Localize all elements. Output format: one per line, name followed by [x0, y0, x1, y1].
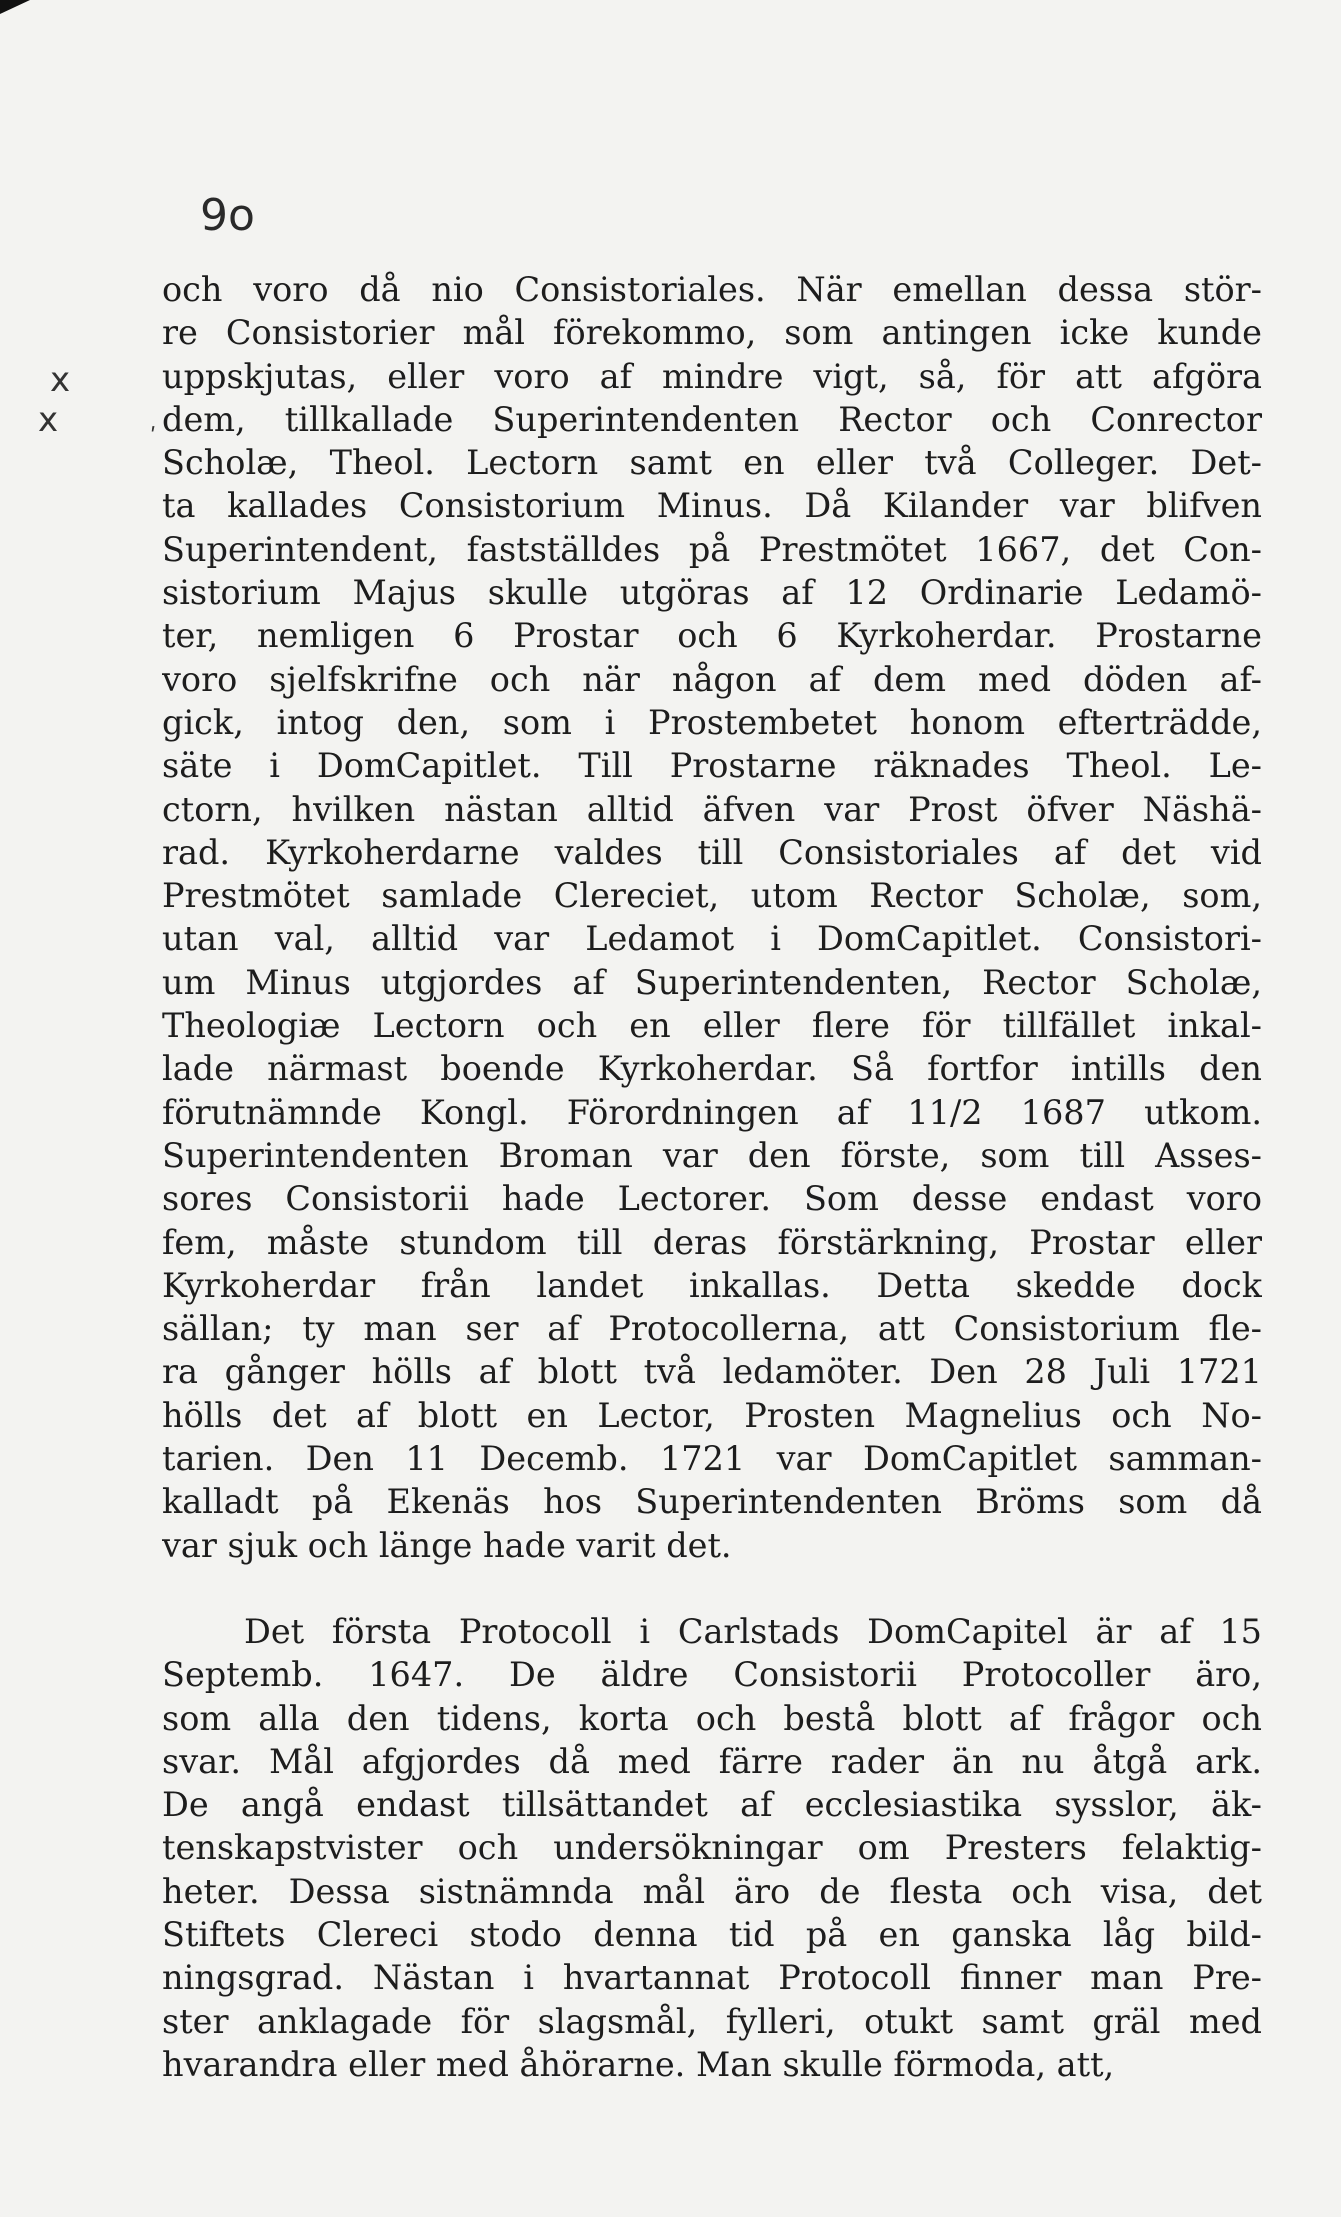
text-line: ster anklagade för slagsmål, fylleri, otukt samt gräl med [162, 2001, 1262, 2041]
text-line: var sjuk och länge hade varit det. [162, 1525, 732, 1565]
text-line: Scholæ, Theol. Lectorn samt en eller två Colleger. Det- [162, 443, 1262, 483]
text-line: De angå endast tillsättandet af ecclesiastika sysslor, äk- [162, 1785, 1262, 1825]
text-line: sällan; ty man ser af Protocollerna, att Consistorium fle- [162, 1309, 1262, 1349]
body-text [162, 268, 1262, 2086]
text-line: re Consistorier mål förekommo, som antingen icke kunde [162, 313, 1262, 353]
text-line: ctorn, hvilken nästan alltid äfven var Prost öfver Näshä- [162, 789, 1262, 829]
text-line: uppskjutas, eller voro af mindre vigt, så, för att afgöra [162, 356, 1262, 396]
margin-annotation-mark: ⅹ [38, 400, 59, 440]
text-line: Stiftets Clereci stodo denna tid på en ganska låg bild- [162, 1914, 1262, 1954]
margin-annotation-mark: ⅹ [50, 360, 71, 400]
text-line: hvarandra eller med åhörarne. Man skulle förmoda, att, [162, 2044, 1115, 2084]
text-line: tarien. Den 11 Decemb. 1721 var DomCapitlet samman- [162, 1439, 1262, 1479]
text-line: ter, nemligen 6 Prostar och 6 Kyrkoherdar. Prostarne [162, 616, 1262, 656]
text-line: Kyrkoherdar från landet inkallas. Detta skedde dock [162, 1265, 1262, 1305]
paragraph-gap [162, 1567, 1262, 1610]
text-line: heter. Dessa sistnämnda mål äro de flesta och visa, det [162, 1871, 1262, 1911]
text-line: sistorium Majus skulle utgöras af 12 Ordinarie Ledamö- [162, 573, 1262, 613]
text-line: Septemb. 1647. De äldre Consistorii Protocoller äro, [162, 1655, 1262, 1695]
text-line: Det första Protocoll i Carlstads DomCapitel är af 15 [244, 1611, 1262, 1651]
text-line: voro sjelfskrifne och när någon af dem med döden af- [162, 659, 1262, 699]
text-line: fem, måste stundom till deras förstärkning, Prostar eller [162, 1222, 1262, 1262]
text-line: ra gånger hölls af blott två ledamöter. Den 28 Juli 1721 [162, 1352, 1262, 1392]
text-line: dem, tillkallade Superintendenten Rector och Conrector [162, 399, 1262, 439]
text-line: lade närmast boende Kyrkoherdar. Så fortfor intills den [162, 1049, 1262, 1089]
text-line: um Minus utgjordes af Superintendenten, Rector Scholæ, [162, 962, 1262, 1002]
text-line: Superintendent, fastställdes på Prestmötet 1667, det Con- [162, 529, 1262, 569]
text-line: tenskapstvister och undersökningar om Presters felaktig- [162, 1828, 1262, 1868]
text-line: hölls det af blott en Lector, Prosten Magnelius och No- [162, 1395, 1262, 1435]
paragraph [162, 268, 1262, 1567]
page-number: 9o [200, 190, 255, 241]
text-line: utan val, alltid var Ledamot i DomCapitlet. Consistori- [162, 919, 1262, 959]
text-line: förutnämnde Kongl. Förordningen af 11/2 1687 utkom. [162, 1092, 1262, 1132]
text-line: gick, intog den, som i Prostembetet honom efterträdde, [162, 702, 1262, 742]
text-line: som alla den tidens, korta och bestå blott af frågor och [162, 1698, 1262, 1738]
text-line: Prestmötet samlade Clereciet, utom Rector Scholæ, som, [162, 876, 1262, 916]
text-line: och voro då nio Consistoriales. När emellan dessa stör- [162, 270, 1262, 309]
text-line: ningsgrad. Nästan i hvartannat Protocoll finner man Pre- [162, 1958, 1262, 1998]
text-line: Superintendenten Broman var den förste, som till Asses- [162, 1135, 1262, 1175]
text-line: sores Consistorii hade Lectorer. Som desse endast voro [162, 1179, 1262, 1219]
text-line: kalladt på Ekenäs hos Superintendenten Bröms som då [162, 1482, 1262, 1522]
text-line: ta kallades Consistorium Minus. Då Kilander var blifven [162, 486, 1262, 526]
paragraph [162, 1610, 1262, 2086]
margin-annotation-mark: ʹ [150, 425, 157, 450]
text-line: Theologiæ Lectorn och en eller flere för tillfället inkal- [162, 1006, 1262, 1046]
text-line: säte i DomCapitlet. Till Prostarne räknades Theol. Le- [162, 746, 1262, 786]
text-line: rad. Kyrkoherdarne valdes till Consistoriales af det vid [162, 832, 1262, 872]
text-line: svar. Mål afgjordes då med färre rader än nu åtgå ark. [162, 1741, 1262, 1781]
page-corner-mark [0, 0, 30, 14]
